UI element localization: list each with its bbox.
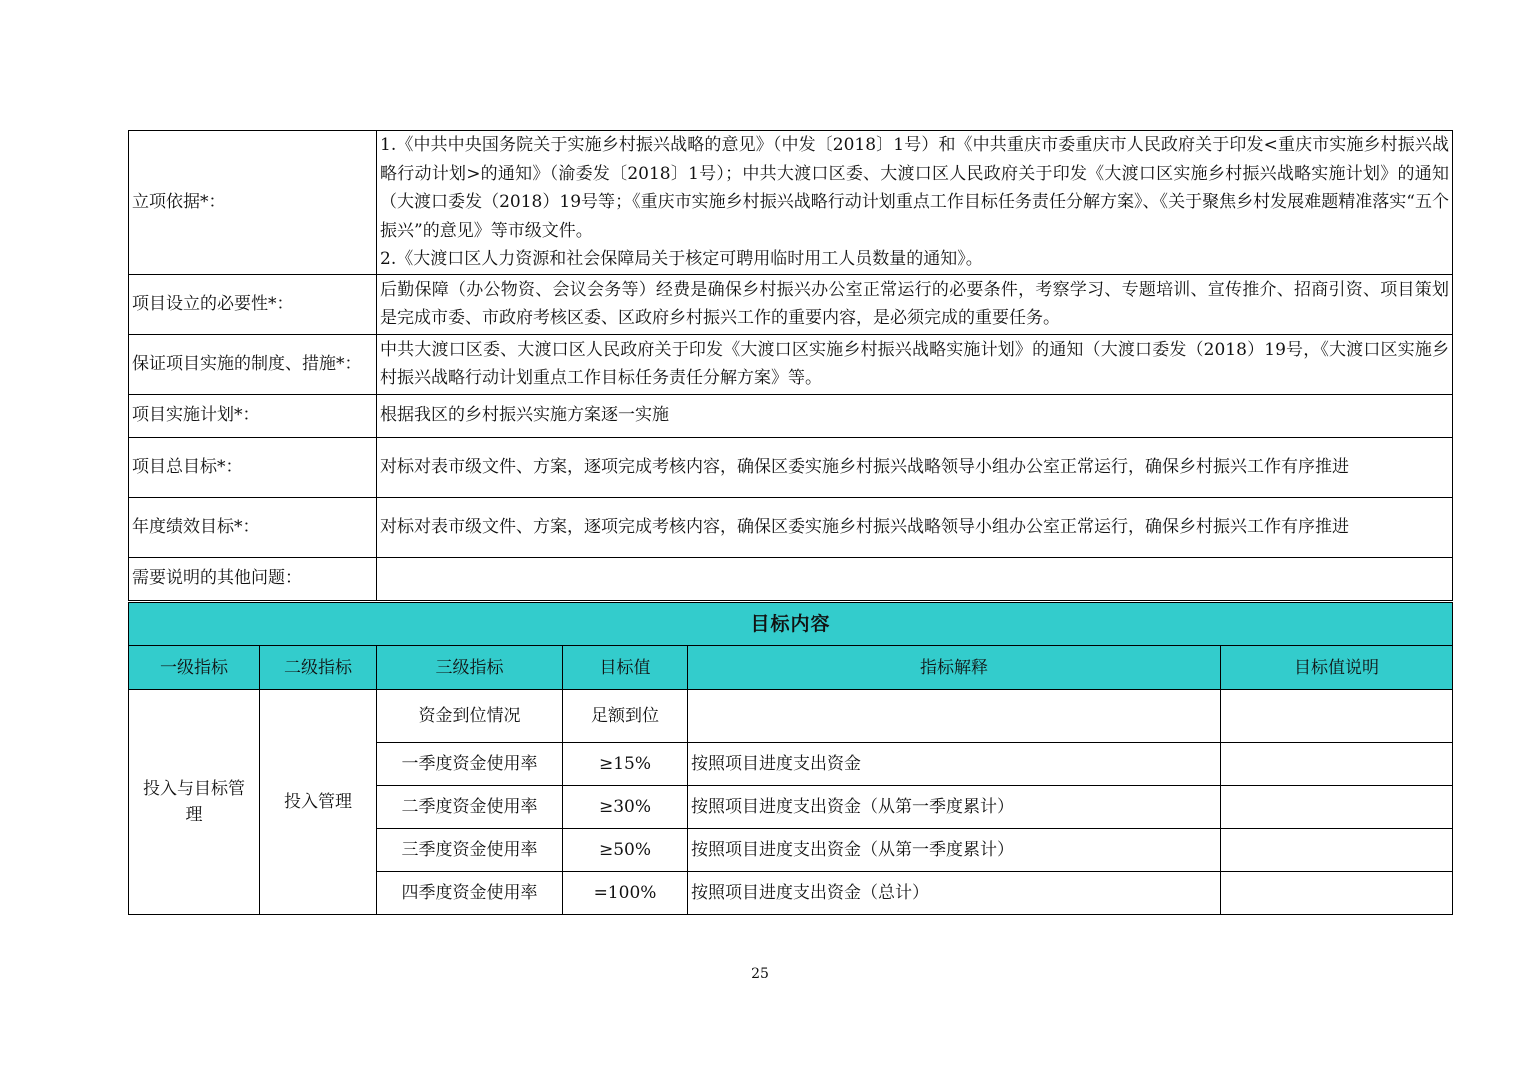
target-content-table: [128, 602, 1453, 915]
section-title: 目标内容: [129, 603, 1453, 646]
level1-indicator: 投入与目标管理: [129, 690, 260, 915]
page-number: 25: [751, 966, 769, 982]
column-header: 指标解释: [688, 646, 1221, 690]
target-value-note: [1221, 743, 1453, 786]
level2-indicator: 投入管理: [260, 690, 377, 915]
info-value: [377, 557, 1453, 600]
level3-indicator: 一季度资金使用率: [377, 743, 563, 786]
indicator-explanation: 按照项目进度支出资金（从第一季度累计）: [688, 786, 1221, 829]
indicator-explanation: 按照项目进度支出资金（从第一季度累计）: [688, 829, 1221, 872]
target-value: 足额到位: [563, 690, 688, 743]
info-value: 根据我区的乡村振兴实施方案逐一实施: [377, 394, 1453, 437]
info-value: 对标对表市级文件、方案，逐项完成考核内容，确保区委实施乡村振兴战略领导小组办公室正常运行，确保乡村振兴工作有序推进: [377, 497, 1453, 557]
info-label: 立项依据*：: [129, 131, 377, 275]
target-value: ≥30%: [563, 786, 688, 829]
target-value-note: [1221, 690, 1453, 743]
indicator-explanation: 按照项目进度支出资金: [688, 743, 1221, 786]
target-value: =100%: [563, 872, 688, 915]
info-row-other-issues: [129, 557, 1453, 600]
info-value-line: 2.《大渡口区人力资源和社会保障局关于核定可聘用临时用工人员数量的通知》。: [380, 249, 983, 269]
info-label: 保证项目实施的制度、措施*：: [129, 334, 377, 394]
info-label: 项目设立的必要性*：: [129, 274, 377, 334]
info-value-line: 1.《中共中央国务院关于实施乡村振兴战略的意见》（中发〔2018〕1号）和《中共重庆市委重庆市人民政府关于印发<重庆市实施乡村振兴战略行动计划>的通知》（渝委发〔2018〕1号）；中共大渡口区委、大渡口区人民政府关于印发《大渡口区实施乡村振兴战略实施计划》的通知（大渡口委发（2018）19号等；《重庆市实施乡村振兴战略行动计划重点工作目标任务责任分解方案》、《关于聚焦乡村发展难题精准落实“五个振兴”的意见》等市级文件。: [380, 135, 1449, 241]
info-label: 年度绩效目标*：: [129, 497, 377, 557]
info-value: 中共大渡口区委、大渡口区人民政府关于印发《大渡口区实施乡村振兴战略实施计划》的通知（大渡口委发（2018）19号，《大渡口区实施乡村振兴战略行动计划重点工作目标任务责任分解方案》等。: [377, 334, 1453, 394]
info-value: 对标对表市级文件、方案，逐项完成考核内容，确保区委实施乡村振兴战略领导小组办公室正常运行，确保乡村振兴工作有序推进: [377, 437, 1453, 497]
info-row-basis: [129, 131, 1453, 275]
info-row-necessity: [129, 274, 1453, 334]
info-row-annual-goal: [129, 497, 1453, 557]
target-value: ≥15%: [563, 743, 688, 786]
info-label: 项目实施计划*：: [129, 394, 377, 437]
column-header: 目标值说明: [1221, 646, 1453, 690]
level3-indicator: 二季度资金使用率: [377, 786, 563, 829]
indicator-explanation: 按照项目进度支出资金（总计）: [688, 872, 1221, 915]
level3-indicator: 资金到位情况: [377, 690, 563, 743]
column-header: 一级指标: [129, 646, 260, 690]
info-row-overall-goal: [129, 437, 1453, 497]
info-label: 项目总目标*：: [129, 437, 377, 497]
info-value: [377, 131, 1453, 275]
target-value-note: [1221, 786, 1453, 829]
table-row: [129, 690, 1453, 743]
column-header: 目标值: [563, 646, 688, 690]
column-header: 三级指标: [377, 646, 563, 690]
target-value-note: [1221, 872, 1453, 915]
info-value: 后勤保障（办公物资、会议会务等）经费是确保乡村振兴办公室正常运行的必要条件，考察学习、专题培训、宣传推介、招商引资、项目策划是完成市委、市政府考核区委、区政府乡村振兴工作的重要内容，是必须完成的重要任务。: [377, 274, 1453, 334]
target-value: ≥50%: [563, 829, 688, 872]
indicator-explanation: [688, 690, 1221, 743]
column-header: 二级指标: [260, 646, 377, 690]
project-info-table: [128, 130, 1453, 601]
level3-indicator: 四季度资金使用率: [377, 872, 563, 915]
level3-indicator: 三季度资金使用率: [377, 829, 563, 872]
info-row-plan: [129, 394, 1453, 437]
target-value-note: [1221, 829, 1453, 872]
info-label: 需要说明的其他问题：: [129, 557, 377, 600]
info-row-measures: [129, 334, 1453, 394]
